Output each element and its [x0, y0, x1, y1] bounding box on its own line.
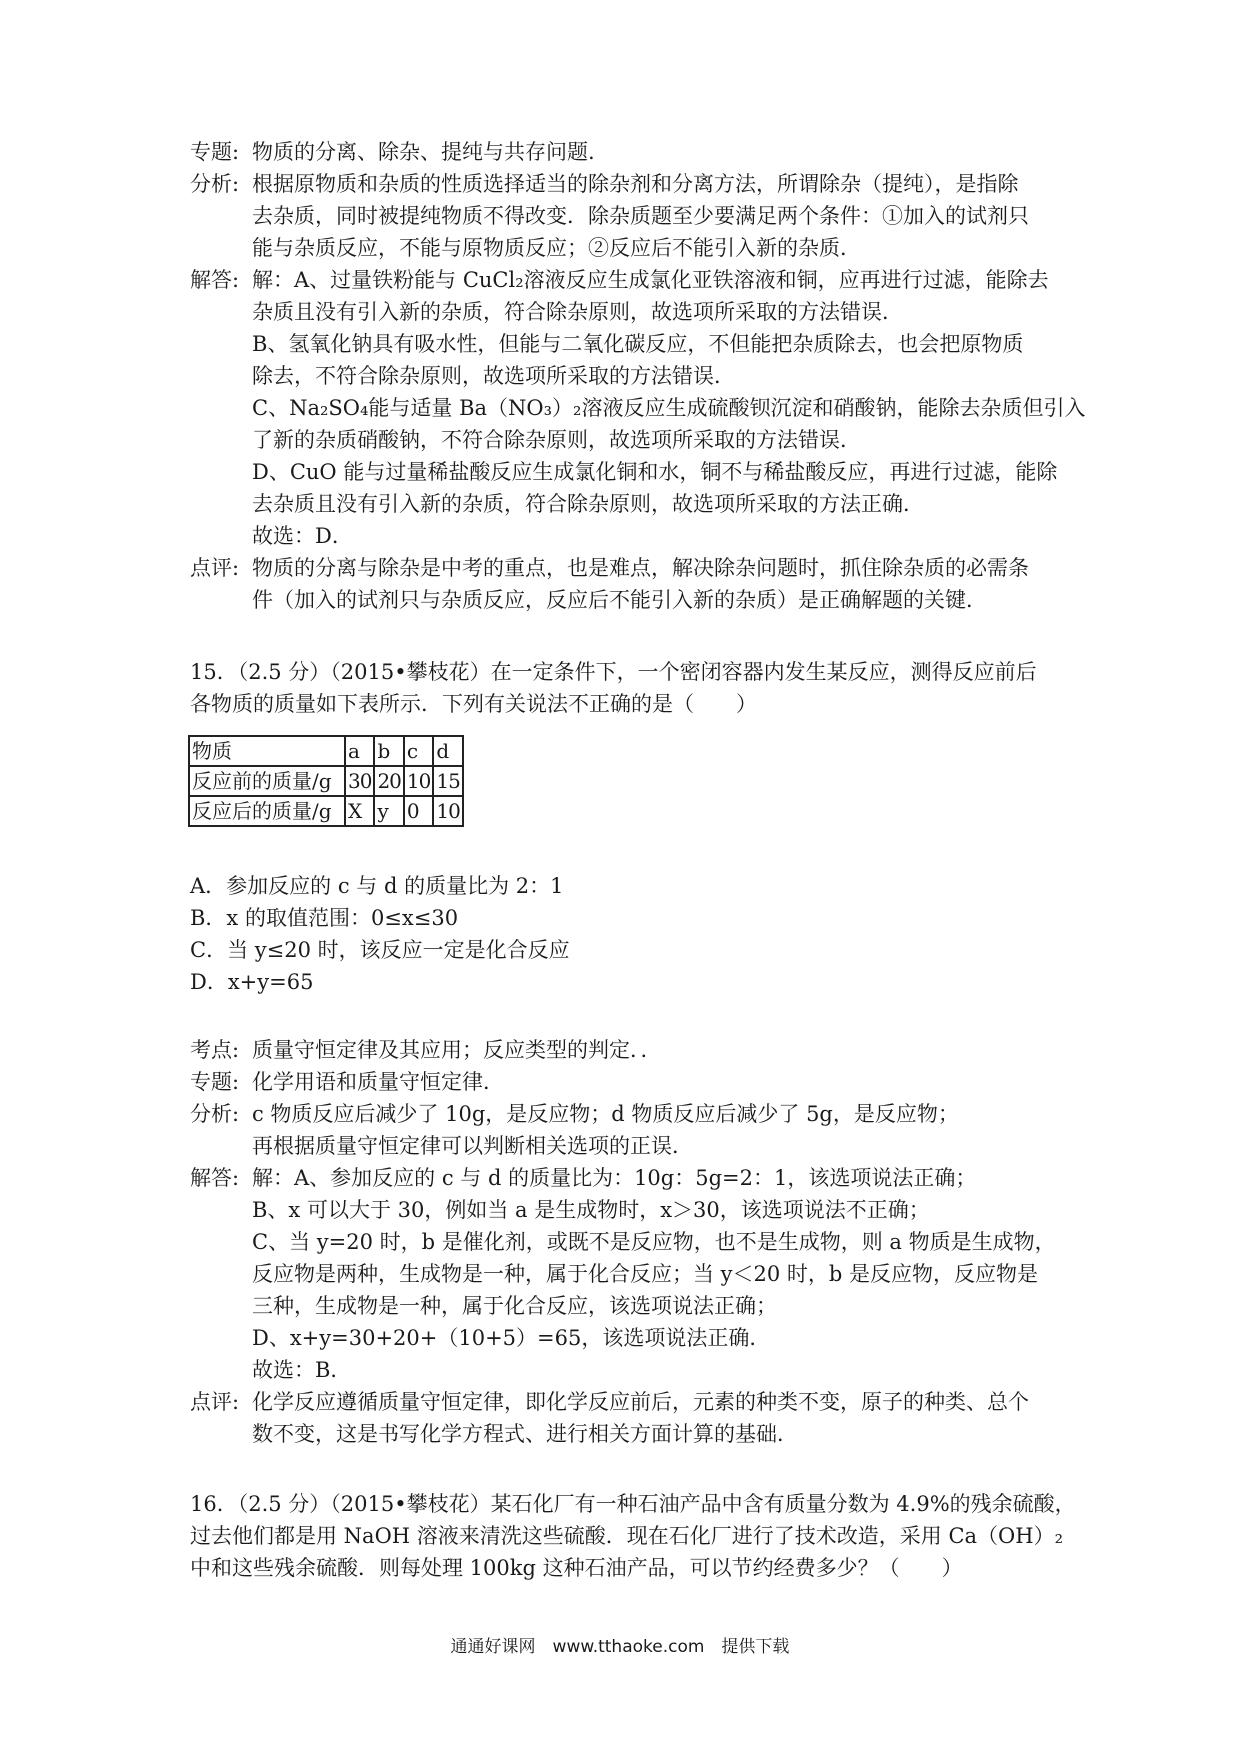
answer-text: 杂质且没有引入新的杂质，符合除杂原则，故选项所采取的方法错误． — [252, 300, 903, 324]
point-text: 质量守恒定律及其应用；反应类型的判定．． — [252, 1038, 662, 1062]
option-a: A．参加反应的 c 与 d 的质量比为 2：1 — [190, 874, 564, 898]
analysis-label: 分析: — [190, 1102, 240, 1126]
point-line — [190, 1034, 1070, 1066]
topic-line — [190, 136, 1070, 168]
answer-text: 解：A、参加反应的 c 与 d 的质量比为：10g：5g=2：1，该选项说法正确； — [252, 1166, 977, 1190]
analysis-label: 分析: — [190, 172, 240, 196]
question-stem: 中和这些残余硫酸．则每处理 100kg 这种石油产品，可以节约经费多少？（ ） — [190, 1556, 963, 1580]
answer-text: B、氢氧化钠具有吸水性，但能与二氧化碳反应，不但能把杂质除去，也会把原物质 — [252, 332, 1024, 356]
analysis-text: 再根据质量守恒定律可以判断相关选项的正误． — [252, 1134, 693, 1158]
table-cell: y — [374, 796, 403, 826]
analysis-text: 根据原物质和杂质的性质选择适当的除杂剂和分离方法，所谓除杂（提纯），是指除 — [252, 172, 1019, 196]
topic-text: 化学用语和质量守恒定律． — [252, 1070, 504, 1094]
comment-label: 点评: — [190, 556, 240, 580]
answer-text: 除去，不符合除杂原则，故选项所采取的方法错误． — [252, 364, 735, 388]
option-d: D．x+y=65 — [190, 970, 314, 994]
table-cell: c — [404, 736, 433, 766]
answer-text: D、CuO 能与过量稀盐酸反应生成氯化铜和水，铜不与稀盐酸反应，再进行过滤，能除 — [252, 460, 1058, 484]
comment-label: 点评: — [190, 1390, 240, 1414]
answer-line — [190, 1162, 1070, 1194]
topic-text: 物质的分离、除杂、提纯与共存问题. — [252, 140, 595, 164]
topic-label: 专题: — [190, 140, 240, 164]
answer-text: 三种，生成物是一种，属于化合反应，该选项说法正确； — [252, 1294, 777, 1318]
point-label: 考点: — [190, 1038, 240, 1062]
table-cell: 30 — [345, 766, 374, 796]
comment-text: 数不变，这是书写化学方程式、进行相关方面计算的基础． — [252, 1422, 798, 1446]
analysis-line — [190, 1098, 1070, 1130]
table-cell: 反应后的质量/g — [189, 796, 345, 826]
table-header-row — [189, 736, 463, 766]
answer-text: 去杂质且没有引入新的杂质，符合除杂原则，故选项所采取的方法正确． — [252, 492, 924, 516]
table-cell: b — [374, 736, 403, 766]
analysis-text: c 物质反应后减少了 10g，是反应物；d 物质反应后减少了 5g，是反应物； — [252, 1102, 959, 1126]
page-footer: 通通好课网 www.tthaoke.com 提供下载 — [450, 1637, 790, 1657]
comment-line — [190, 552, 1070, 584]
comment-line — [190, 1386, 1070, 1418]
table-cell: d — [433, 736, 462, 766]
answer-text: 故选：D． — [252, 524, 353, 548]
answer-text: 故选：B． — [252, 1358, 352, 1382]
answer-text: B、x 可以大于 30，例如当 a 是生成物时，x＞30，该选项说法不正确； — [252, 1198, 930, 1222]
answer-label: 解答: — [190, 268, 240, 292]
answer-text: C、Na₂SO₄能与适量 Ba（NO₃）₂溶液反应生成硫酸钡沉淀和硝酸钠，能除去杂质但引入 — [252, 396, 1086, 420]
table-cell: X — [345, 796, 374, 826]
comment-text: 化学反应遵循质量守恒定律，即化学反应前后，元素的种类不变，原子的种类、总个 — [252, 1390, 1029, 1414]
analysis-text: 去杂质，同时被提纯物质不得改变．除杂质题至少要满足两个条件：①加入的试剂只 — [252, 204, 1029, 228]
table-cell: 10 — [433, 796, 462, 826]
answer-text: D、x+y=30+20+（10+5）=65，该选项说法正确． — [252, 1326, 771, 1350]
answer-label: 解答: — [190, 1166, 240, 1190]
mass-table — [188, 735, 464, 827]
topic-label: 专题: — [190, 1070, 240, 1094]
option-c: C．当 y≤20 时，该反应一定是化合反应 — [190, 938, 570, 962]
option-b: B．x 的取值范围：0≤x≤30 — [190, 906, 459, 930]
table-cell: 反应前的质量/g — [189, 766, 345, 796]
topic-line — [190, 1066, 1070, 1098]
question-stem: 过去他们都是用 NaOH 溶液来清洗这些硫酸．现在石化厂进行了技术改造，采用 Ca（OH）₂ — [190, 1524, 1063, 1548]
analysis-text: 能与杂质反应，不能与原物质反应；②反应后不能引入新的杂质． — [252, 236, 861, 260]
answer-text: 解：A、过量铁粉能与 CuCl₂溶液反应生成氯化亚铁溶液和铜，应再进行过滤，能除去 — [252, 268, 1049, 292]
analysis-line — [190, 168, 1070, 200]
table-row — [189, 766, 463, 796]
question-stem: 16．（2.5 分）（2015•攀枝花）某石化厂有一种石油产品中含有质量分数为 4.9%的残余硫酸， — [190, 1492, 1076, 1516]
answer-line — [190, 264, 1070, 296]
table-cell: a — [345, 736, 374, 766]
answer-text: 反应物是两种，生成物是一种，属于化合反应；当 y＜20 时，b 是反应物，反应物是 — [252, 1262, 1039, 1286]
answer-text: C、当 y=20 时，b 是催化剂，或既不是反应物，也不是生成物，则 a 物质是生成物， — [252, 1230, 1056, 1254]
comment-text: 件（加入的试剂只与杂质反应，反应后不能引入新的杂质）是正确解题的关键． — [252, 588, 987, 612]
question-stem: 15．（2.5 分）（2015•攀枝花）在一定条件下，一个密闭容器内发生某反应，测得反应前后 — [190, 660, 1037, 684]
comment-text: 物质的分离与除杂是中考的重点，也是难点，解决除杂问题时，抓住除杂质的必需条 — [252, 556, 1029, 580]
table-cell: 15 — [433, 766, 462, 796]
table-cell: 0 — [404, 796, 433, 826]
table-row — [189, 796, 463, 826]
table-cell: 物质 — [189, 736, 345, 766]
answer-text: 了新的杂质硝酸钠，不符合除杂原则，故选项所采取的方法错误． — [252, 428, 861, 452]
question-stem: 各物质的质量如下表所示．下列有关说法不正确的是（ ） — [190, 692, 757, 716]
table-cell: 10 — [404, 766, 433, 796]
table-cell: 20 — [374, 766, 403, 796]
